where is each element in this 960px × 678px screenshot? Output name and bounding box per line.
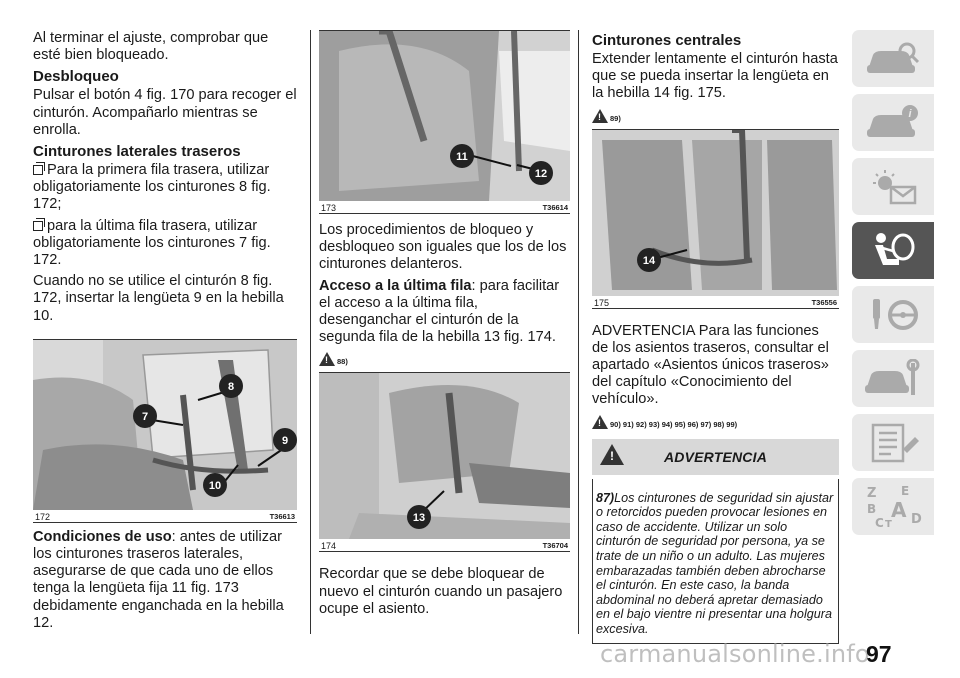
- svg-text:i: i: [908, 107, 912, 120]
- tab-index-letters[interactable]: [852, 478, 934, 535]
- car-info-icon: [863, 103, 923, 143]
- warning-triangle-icon: !: [319, 352, 335, 366]
- tab-car-search[interactable]: [852, 30, 934, 87]
- svg-text:11: 11: [456, 151, 468, 163]
- callout-11: [450, 144, 474, 168]
- warning-reference-90-99: ! 90) 91) 92) 93) 94) 95) 96) 97) 98) 99): [592, 413, 839, 429]
- column-middle: [319, 30, 570, 622]
- svg-text:8: 8: [227, 380, 235, 393]
- key-steering-icon: [863, 295, 923, 335]
- figure-175-image: [592, 130, 839, 296]
- callout-14: [637, 248, 661, 272]
- paragraph-condiciones: Condiciones de uso: antes de utilizar los cinturones traseros laterales, asegurarse de que cada uno de ellos tenga la lengüeta fija 11 fig. 173 debidamente enganchada en la hebilla 12.: [33, 528, 284, 631]
- callout-7: [133, 404, 157, 428]
- page-number: 97: [866, 641, 892, 667]
- heading-cinturones-centrales: Cinturones centrales: [592, 32, 742, 49]
- tab-key-steering[interactable]: [852, 286, 934, 343]
- callout-10: [203, 473, 227, 497]
- figure-173-image: [319, 31, 570, 201]
- checkbox-bullet-icon: [33, 165, 43, 175]
- svg-text:Z: Z: [867, 485, 877, 501]
- svg-text:T: T: [885, 518, 892, 530]
- paragraph-acceso: Acceso a la última fila: para facilitar el acceso a la última fila, desenganchar el cinturón de la segunda fila de la hebilla 13 fig. 174.: [319, 277, 560, 346]
- figure-174-image: [319, 373, 570, 539]
- figure-174: [319, 372, 570, 552]
- column-left: [33, 30, 297, 636]
- figure-175: [592, 129, 839, 309]
- svg-text:A: A: [891, 497, 907, 522]
- svg-text:7: 7: [141, 410, 149, 423]
- warning-box-header: ! ADVERTENCIA: [592, 439, 839, 475]
- car-search-icon: [863, 39, 923, 79]
- warning-triangle-icon: !: [600, 444, 624, 465]
- figure-174-caption: 174 T36704: [321, 541, 568, 552]
- svg-text:C: C: [875, 515, 884, 530]
- watermark: carmanualsonline.info: [600, 640, 870, 668]
- figure-173: [319, 30, 570, 214]
- maintenance-list-icon: [863, 423, 923, 463]
- paragraph-procedimientos: Los procedimientos de bloqueo y desbloqueo son iguales que los de los cinturones delanteros.: [319, 222, 567, 273]
- checkbox-bullet-icon: [33, 221, 43, 231]
- svg-text:12: 12: [534, 168, 548, 180]
- figure-175-caption: 175 T36556: [594, 297, 837, 308]
- tab-seat-airbag[interactable]: [852, 222, 934, 279]
- svg-text:14: 14: [642, 254, 656, 267]
- paragraph-centrales: Extender lentamente el cinturón hasta que se pueda insertar la lengüeta en la hebilla 14 fig. 175.: [592, 51, 838, 102]
- svg-text:13: 13: [412, 512, 426, 525]
- tab-car-tools[interactable]: [852, 350, 934, 407]
- paragraph-adjust-check: Al terminar el ajuste, comprobar que esté bien bloqueado.: [33, 30, 269, 64]
- chapter-sidebar: [852, 30, 934, 542]
- index-letters-icon: [861, 483, 925, 531]
- warning-reference-88: ! 88): [319, 350, 570, 366]
- warning-triangle-icon: !: [592, 415, 608, 429]
- paragraph-desbloqueo: Pulsar el botón 4 fig. 170 para recoger el cinturón. Acompañarlo mientras se enrolla.: [33, 87, 297, 138]
- tab-car-info[interactable]: [852, 94, 934, 151]
- callout-13: [407, 505, 431, 529]
- svg-text:B: B: [867, 501, 877, 516]
- warning-reference-89: ! 89): [592, 107, 839, 123]
- tab-maintenance-list[interactable]: [852, 414, 934, 471]
- svg-text:10: 10: [208, 479, 222, 492]
- figure-172: [33, 339, 297, 523]
- bullet-item-1: Para la primera fila trasera, utilizar obligatoriamente los cinturones 8 fig. 172;: [33, 162, 271, 213]
- paragraph-recordar: Recordar que se debe bloquear de nuevo el cinturón cuando un pasajero ocupe el asiento.: [319, 566, 563, 617]
- paragraph-advertencia: ADVERTENCIA Para las funciones de los asientos traseros, consultar el apartado «Asientos únicos traseros» del capítulo «Conocimiento del vehículo».: [592, 322, 829, 408]
- car-tools-icon: [863, 359, 923, 399]
- warning-triangle-icon: !: [592, 109, 608, 123]
- svg-text:E: E: [901, 483, 910, 498]
- figure-173-caption: 173 T36614: [321, 203, 568, 213]
- heading-desbloqueo: Desbloqueo: [33, 68, 119, 86]
- svg-text:9: 9: [281, 434, 289, 447]
- tab-dashboard-lights[interactable]: [852, 158, 934, 215]
- seat-airbag-icon: [863, 229, 923, 273]
- svg-text:D: D: [911, 511, 922, 527]
- dashboard-lights-icon: [863, 167, 923, 207]
- figure-172-caption: 172 T36613: [35, 511, 295, 522]
- heading-cinturones-laterales: Cinturones laterales traseros: [33, 143, 241, 161]
- paragraph-cuando: Cuando no se utilice el cinturón 8 fig. 172, insertar la lengüeta 9 en la hebilla 10.: [33, 273, 284, 324]
- figure-172-image: [33, 340, 297, 510]
- warning-box-body: 87)Los cinturones de seguridad sin ajustar o retorcidos pueden provocar lesiones en caso de accidente. Utilizar un solo cinturón de seguridad por persona, ya se trate de un niño o un adulto. Las mujeres embarazadas también deben abrocharse el cinturón. En este caso, la banda abdominal no deberá apretar demasiado en el bajo vientre ni presentar una holgura excesiva.: [592, 479, 839, 644]
- callout-12: [529, 161, 553, 185]
- column-divider: [310, 30, 311, 634]
- callout-9: [273, 428, 297, 452]
- callout-8: [219, 374, 243, 398]
- column-divider: [578, 30, 579, 634]
- column-right: [592, 30, 839, 644]
- bullet-item-2: para la última fila trasera, utilizar obligatoriamente los cinturones 7 fig. 172.: [33, 217, 271, 269]
